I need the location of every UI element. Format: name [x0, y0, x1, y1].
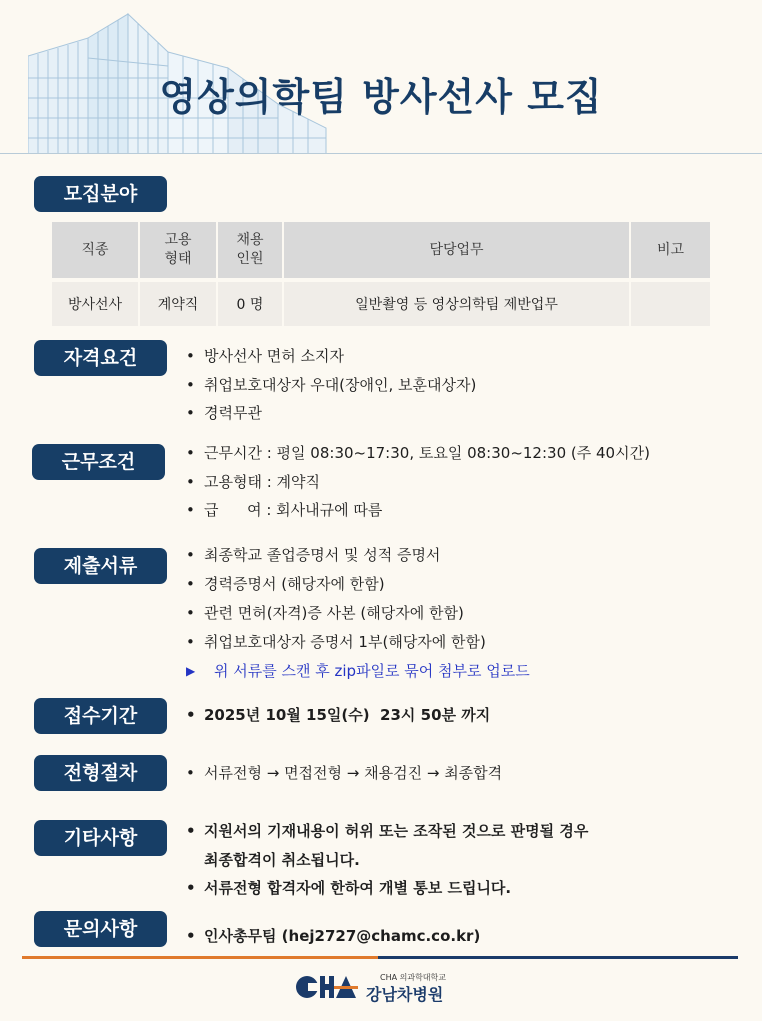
table-header-cell: 직종 [52, 222, 139, 280]
hospital-logo [296, 970, 466, 1002]
section-documents-label: 제출서류 [34, 548, 167, 584]
header-banner [0, 0, 762, 154]
logo-hospital-name: 강남차병원 [366, 985, 444, 1004]
list-item: • 최종학교 졸업증명서 및 성적 증명서 [186, 541, 530, 570]
section-field-label: 모집분야 [34, 176, 167, 212]
list-item: • 서류전형 합격자에 한하여 개별 통보 드립니다. [186, 874, 588, 903]
list-item: • 지원서의 기재내용이 허위 또는 조작된 것으로 판명될 경우 [186, 817, 588, 846]
list-item: • 취업보호대상자 우대(장애인, 보훈대상자) [186, 371, 476, 400]
list-item: • 경력증명서 (해당자에 한함) [186, 570, 530, 599]
list-item: 최종합격이 취소됩니다. [204, 850, 360, 869]
list-item: • 취업보호대상자 증명서 1부(해당자에 한함) [186, 628, 530, 657]
list-item: • 관련 면허(자격)증 사본 (해당자에 한함) [186, 599, 530, 628]
section-process-label: 전형절차 [34, 755, 167, 791]
table-header-cell: 채용 인원 [217, 222, 283, 280]
contact-list [186, 922, 480, 951]
recruitment-table [52, 222, 710, 326]
table-cell-note [630, 280, 710, 326]
period-list [186, 701, 490, 730]
table-header-cell: 비고 [630, 222, 710, 280]
section-conditions-label: 근무조건 [32, 444, 165, 480]
qualification-list [186, 342, 476, 428]
contact-text: • 인사총무팀 (hej2727@chamc.co.kr) [186, 922, 480, 951]
cha-logo-mark [296, 972, 358, 1002]
table-cell-job: 방사선사 [52, 280, 139, 326]
table-cell-type: 계약직 [139, 280, 217, 326]
footer-bar-orange [22, 956, 378, 959]
conditions-list [186, 439, 650, 525]
list-item: • 근무시간 : 평일 08:30~17:30, 토요일 08:30~12:30 (주 40시간) [186, 439, 650, 468]
table-cell-count: 0 명 [217, 280, 283, 326]
process-text: • 서류전형 → 면접전형 → 채용검진 → 최종합격 [186, 759, 502, 788]
list-item: • 방사선사 면허 소지자 [186, 342, 476, 371]
table-header-row [52, 222, 710, 280]
process-list [186, 759, 502, 788]
list-item: • 급 여 : 회사내규에 따름 [186, 496, 650, 525]
others-list [186, 817, 588, 903]
footer-bar-navy [378, 956, 738, 959]
section-qualification-label: 자격요건 [34, 340, 167, 376]
table-header-cell: 담당업무 [283, 222, 630, 280]
documents-list [186, 541, 530, 686]
table-cell-duty: 일반촬영 등 영상의학팀 제반업무 [283, 280, 630, 326]
list-item: • 고용형태 : 계약직 [186, 468, 650, 497]
documents-upload-note: ▶ 위 서류를 스캔 후 zip파일로 묶어 첨부로 업로드 [186, 657, 530, 686]
table-header-cell: 고용 형태 [139, 222, 217, 280]
logo-subtitle: CHA 의과학대학교 [380, 973, 446, 982]
table-row [52, 280, 710, 326]
section-period-label: 접수기간 [34, 698, 167, 734]
header-divider [0, 153, 762, 154]
section-others-label: 기타사항 [34, 820, 167, 856]
period-text: • 2025년 10월 15일(수) 23시 50분 까지 [186, 701, 490, 730]
page-title: 영상의학팀 방사선사 모집 [159, 75, 603, 119]
section-contact-label: 문의사항 [34, 911, 167, 947]
list-item: • 경력무관 [186, 399, 476, 428]
